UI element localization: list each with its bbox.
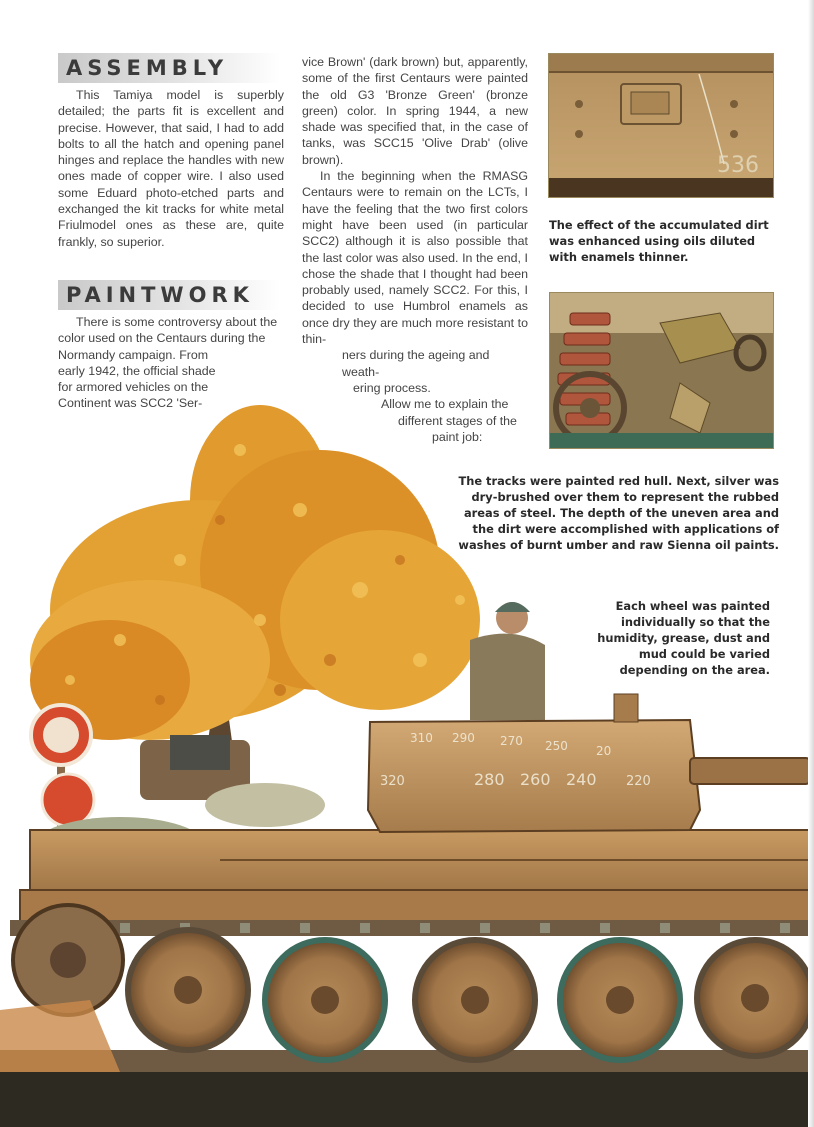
paintwork-line: Normandy campaign. From xyxy=(58,347,209,362)
assembly-paragraph: This Tamiya model is superbly detailed; the parts fit is excellent and precise. However, that said, I had to add bolts to all the hatch and opening panel hinges and replace the handles with new ones made of copper wire. I also used some Eduard photo-etched parts and exchanged the kit tracks for white metal Friulmodel ones as these are, quite frankly, so superior. xyxy=(58,88,284,249)
tank-commander-figure xyxy=(470,602,545,720)
drive-sprocket xyxy=(13,905,123,1015)
tracks-caption: The tracks were painted red hull. Next, silver was dry-brushed over them to represent the rubbed areas of steel. The depth of the uneven area and the dirt were accomplished with applications of washes of burnt umber and raw Sienna oil paints. xyxy=(458,474,779,552)
wheels-caption: Each wheel was painted individually so that the humidity, grease, dust and mud could be varied depending on the area. xyxy=(597,599,770,677)
turret-scale-mark: 310 xyxy=(410,731,433,745)
turret-scale-mark: 20 xyxy=(596,744,612,758)
hull-detail-photo xyxy=(548,53,774,198)
diorama-base xyxy=(0,1072,814,1127)
column-two-tail-line: ners during the ageing and weath- xyxy=(342,348,490,379)
column-two-paragraph: In the beginning when the RMASG Centaurs were to remain on the LCTs, I have the feeling that the two first colors might have been used (in particular SCC2) although it is also possible that the last color was also used. In the end, I chose the shade that I thought had been probably used, namely SCC2. For this, I decided to use Humbrol enamels as once dry they are much more resistant to thin- xyxy=(302,169,528,347)
paintwork-line: color used on the Centaurs during the xyxy=(58,331,266,346)
tank-turret xyxy=(368,694,810,832)
turret-scale-mark: 290 xyxy=(452,731,475,745)
paintwork-line: Continent was SCC2 'Ser- xyxy=(58,396,203,411)
column-two-tail-line: Allow me to explain the xyxy=(381,397,509,412)
leaf-litter xyxy=(0,1000,120,1072)
centaur-tank-diorama-photo xyxy=(0,360,814,1127)
paintwork-heading: PAINTWORK xyxy=(58,280,280,310)
column-two-tail-line: different stages of the xyxy=(398,413,517,428)
paintwork-line: for armored vehicles on the xyxy=(58,380,209,395)
turret-scale-mark: 320 xyxy=(380,774,405,789)
dirt-caption: The effect of the accumulated dirt was enhanced using oils diluted with enamels thinner. xyxy=(549,218,769,264)
turret-scale-mark: 240 xyxy=(566,770,597,789)
road-wheels xyxy=(128,930,813,1060)
column-two-tail-line: paint job: xyxy=(432,429,483,444)
tank-hull xyxy=(20,830,814,930)
turret-scale-mark: 280 xyxy=(474,770,505,789)
paintwork-line: There is some controversy about the xyxy=(76,315,278,329)
turret-scale-mark: 250 xyxy=(545,739,568,753)
turret-scale-mark: 220 xyxy=(626,774,651,789)
assembly-text xyxy=(58,87,284,250)
turret-scale-mark: 270 xyxy=(500,734,523,748)
paintwork-line: early 1942, the official shade xyxy=(58,363,216,378)
turret-scale-mark: 260 xyxy=(520,770,551,789)
column-two-tail-line: ering process. xyxy=(353,380,431,395)
hull-number: 536 xyxy=(717,153,759,178)
page-edge xyxy=(808,0,814,1127)
column-two-paragraph: vice Brown' (dark brown) but, apparently, some of the first Centaurs were painted the old G3 'Bronze Green' (bronze green) color. In spring 1944, a new shade was specified that, in the case of tanks, was SCC15 'Olive Drab' (olive brown). xyxy=(302,55,528,167)
assembly-heading: ASSEMBLY xyxy=(58,53,280,83)
